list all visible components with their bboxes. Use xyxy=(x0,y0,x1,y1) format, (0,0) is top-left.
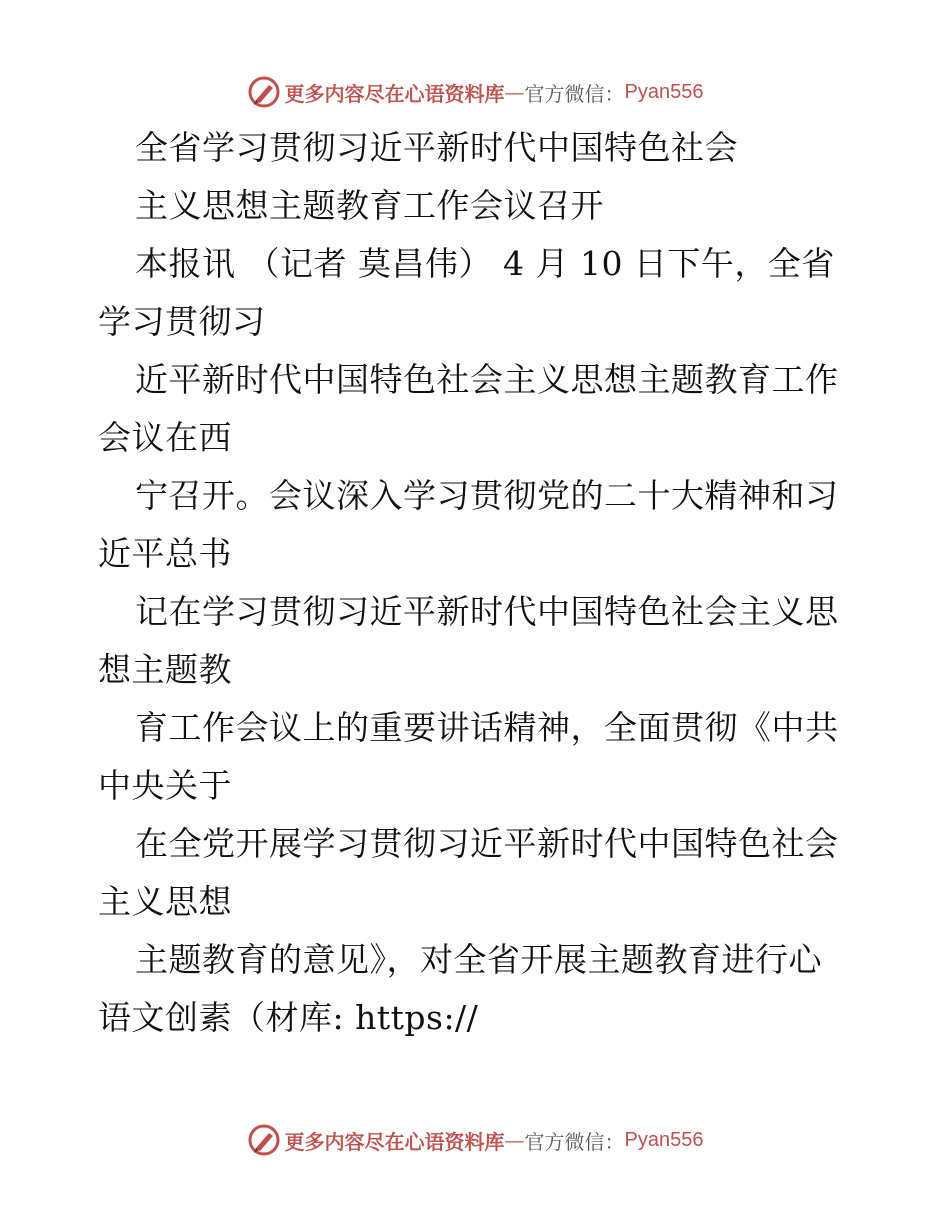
body-line: 会议在西 xyxy=(98,418,232,457)
body-line: 在全党开展学习贯彻习近平新时代中国特色社会 xyxy=(135,824,839,863)
body-line: 主题教育的意见》，对全省开展主题教育进行心 xyxy=(135,940,822,979)
title-line-1: 全省学习贯彻习近平新时代中国特色社会 xyxy=(135,128,738,167)
title-line-2: 主义思想主题教育工作会议召开 xyxy=(135,186,604,225)
body-line: 宁召开。会议深入学习贯彻党的二十大精神和习 xyxy=(135,476,839,515)
body-line: 中央关于 xyxy=(98,766,232,805)
watermark-official-label: 官方微信： xyxy=(524,81,625,106)
body-line: 语文创素（材库: https:// xyxy=(98,998,479,1037)
header-watermark xyxy=(0,72,950,112)
body-line: 学习贯彻习 xyxy=(98,302,266,341)
body-line: 育工作会议上的重要讲话精神，全面贯彻《中共 xyxy=(135,708,839,747)
pen-logo-icon xyxy=(247,1123,281,1157)
body-line: 主义思想 xyxy=(98,882,232,921)
body-line: 记在学习贯彻习近平新时代中国特色社会主义思 xyxy=(135,592,839,631)
pen-logo-icon xyxy=(247,75,281,109)
body-line: 想主题教 xyxy=(98,650,232,689)
body-line: 本报讯 （记者 莫昌伟） 4 月 10 日下午，全省 xyxy=(135,244,835,283)
body-line: 近平总书 xyxy=(98,534,232,573)
watermark-separator: — xyxy=(504,80,525,104)
watermark-separator: — xyxy=(504,1128,525,1152)
watermark-wechat-id: Pyan556 xyxy=(624,80,704,103)
watermark-official-label: 官方微信： xyxy=(524,1129,625,1154)
body-line: 近平新时代中国特色社会主义思想主题教育工作 xyxy=(135,360,839,399)
footer-watermark xyxy=(0,1120,950,1160)
watermark-main-text: 更多内容尽在心语资料库 xyxy=(284,1129,505,1154)
document-body xyxy=(98,119,850,1047)
watermark-wechat-id: Pyan556 xyxy=(624,1128,704,1151)
watermark-main-text: 更多内容尽在心语资料库 xyxy=(284,81,505,106)
